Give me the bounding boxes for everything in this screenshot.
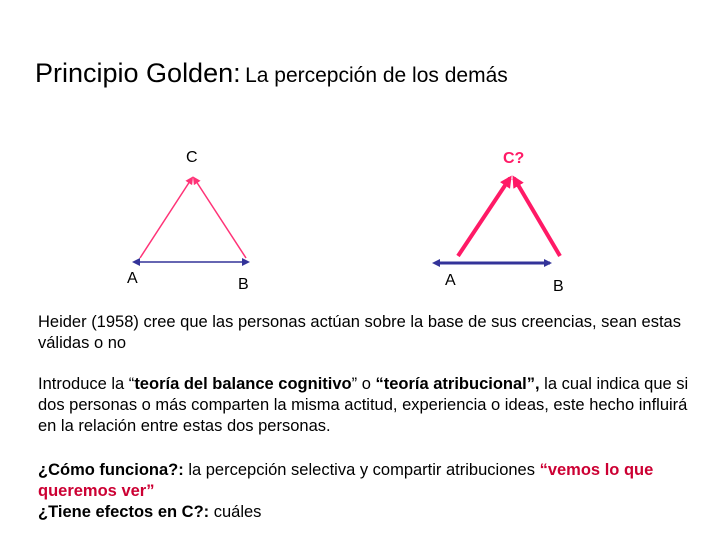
paragraph-heider: Heider (1958) cree que las personas actúan sobre la base de sus creencias, sean estas válidas o no bbox=[38, 313, 681, 352]
theory-name-2: “teoría atribucional”, bbox=[375, 375, 540, 393]
left-label-b: B bbox=[238, 276, 249, 293]
title-sub: La percepción de los demás bbox=[245, 64, 508, 87]
left-label-a: A bbox=[127, 270, 138, 287]
right-label-b: B bbox=[553, 278, 564, 295]
theory-name-1: teoría del balance cognitivo bbox=[134, 375, 352, 393]
theory-text-1: Introduce la “ bbox=[38, 375, 135, 393]
highlight-quote: “vemos lo que queremos ver” bbox=[38, 461, 654, 500]
question-effects: ¿Tiene efectos en C?: bbox=[38, 503, 210, 521]
left-label-c: C bbox=[186, 149, 198, 166]
paragraph-questions bbox=[38, 460, 698, 523]
left-triangle bbox=[138, 178, 248, 262]
edge-b-c-left bbox=[194, 178, 246, 258]
edge-a-c-left bbox=[140, 178, 192, 258]
edge-b-c-right bbox=[514, 178, 560, 256]
edge-a-c-right bbox=[458, 178, 510, 256]
answer-how: la percepción selectiva y compartir atribuciones bbox=[183, 461, 540, 479]
question-how: ¿Cómo funciona?: bbox=[38, 461, 184, 479]
theory-text-2: ” o bbox=[351, 375, 376, 393]
right-label-a: A bbox=[445, 272, 456, 289]
right-label-c: C? bbox=[503, 150, 525, 167]
paragraph-theory bbox=[38, 374, 698, 437]
answer-effects: cuáles bbox=[209, 503, 262, 521]
theory-text-3: la cual indica que si dos personas o más comparten la misma actitud, experiencia o ideas, este hecho influirá en la relación entre estas dos personas. bbox=[38, 375, 689, 435]
title-main: Principio Golden: bbox=[35, 58, 241, 88]
right-triangle bbox=[438, 178, 560, 263]
